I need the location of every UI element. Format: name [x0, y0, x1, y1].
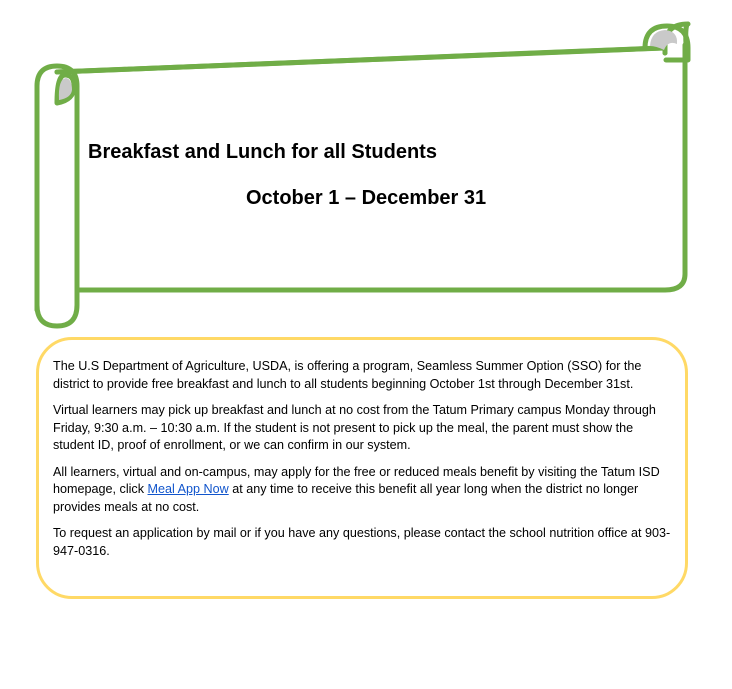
info-panel [36, 337, 688, 599]
info-paragraph-virtual-pickup: Virtual learners may pick up breakfast and lunch at no cost from the Tatum Primary campus Monday through Friday, 9:30 a.m. – 10:30 a.m. If the student is not present to pick up the meal, the parent must show the student ID, proof of enrollment, or we can confirm in our system. [53, 403, 656, 452]
banner-dates: October 1 – December 31 [246, 187, 487, 209]
info-paragraph-contact: To request an application by mail or if you have any questions, please contact the school nutrition office at 903-947-0316. [53, 526, 671, 558]
scroll-top-edge [57, 48, 660, 72]
apply-text-before: All learners, virtual and on-campus, may apply for the free or reduced meals benefit by visiting the Tatum ISD homepage, click [53, 464, 660, 496]
banner-title: Breakfast and Lunch for all Students [88, 141, 437, 163]
meal-app-now-link[interactable]: Meal App Now [147, 482, 229, 496]
apply-text-after: at any time to receive this benefit all year long when the district no longer provides meals at no cost. [53, 482, 639, 514]
info-paragraph-sso: The U.S Department of Agriculture, USDA, is offering a program, Seamless Summer Option (SSO) for the district to provide free breakfast and lunch to all students beginning October 1st through December 31st. [53, 359, 642, 391]
scroll-body-outline [37, 45, 685, 310]
info-paragraph-apply [53, 464, 673, 517]
